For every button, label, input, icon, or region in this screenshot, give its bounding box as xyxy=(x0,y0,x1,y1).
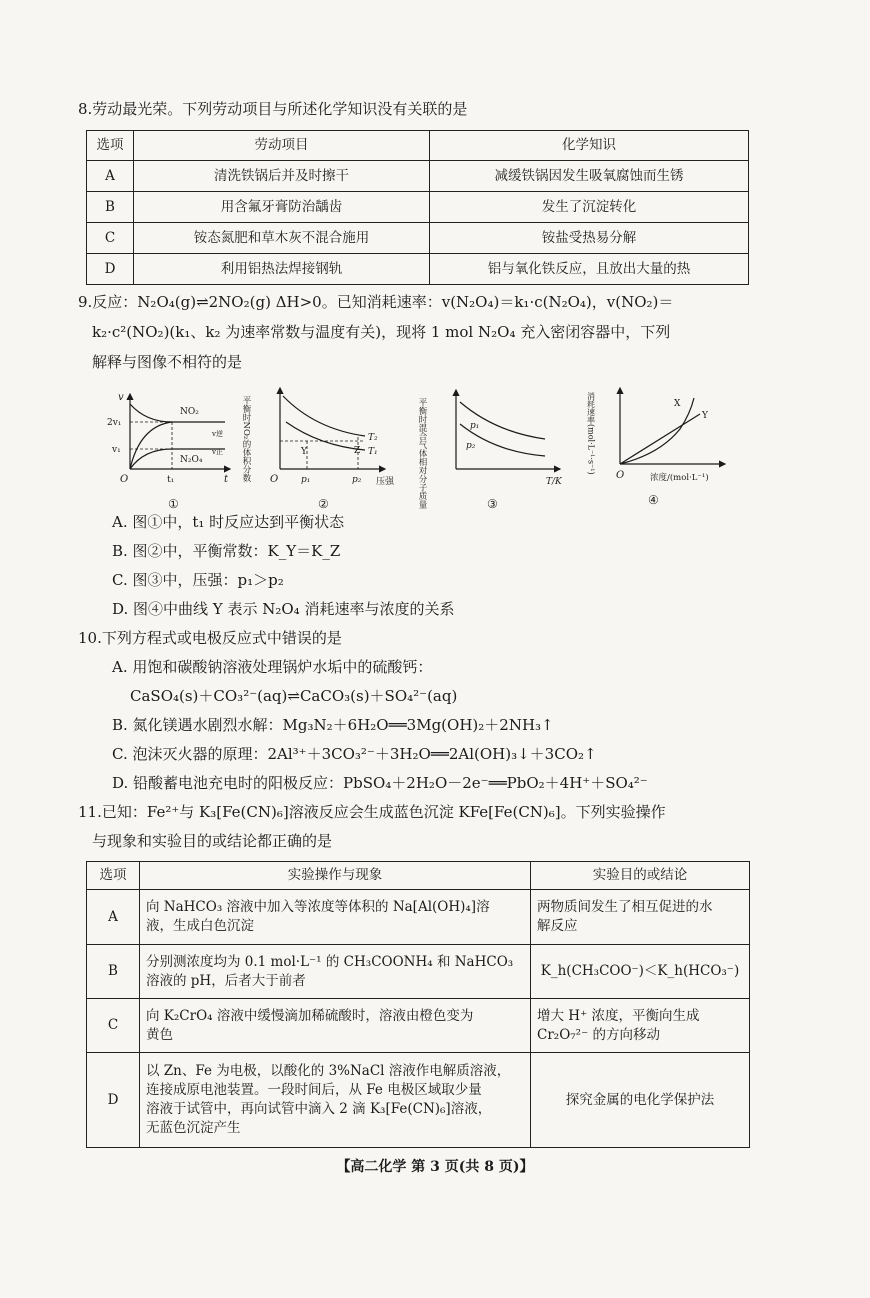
cell-operation xyxy=(140,945,531,999)
q10-option-a: A. 用饱和碳酸钠溶液处理锅炉水垢中的硫酸钙： xyxy=(112,658,433,676)
cell-labor: 清洗铁锅后并及时擦干 xyxy=(134,161,430,192)
fig1-ylabel: v xyxy=(118,392,124,403)
cell-labor: 利用铝热法焊接钢轨 xyxy=(134,254,430,285)
operation-line: 溶液的 pH，后者大于前者 xyxy=(146,972,306,989)
fig4-origin: O xyxy=(616,470,625,481)
cell-knowledge: 减缓铁锅因发生吸氧腐蚀而生锈 xyxy=(430,161,749,192)
fig2-p1: p₁ xyxy=(301,475,311,485)
fig4-x-label: X xyxy=(674,399,681,409)
fig2-t2-label: T₂ xyxy=(368,433,378,443)
conclusion-line: 两物质间发生了相互促进的水 xyxy=(537,899,713,915)
table-row xyxy=(87,223,749,254)
page-footer: 【高二化学 第 3 页(共 8 页)】 xyxy=(336,1159,534,1175)
cell-conclusion xyxy=(531,999,750,1053)
fig4-ylabel: 消耗速率(mol·L⁻¹·s⁻¹) xyxy=(586,392,596,475)
fig2-xlabel: 压强 xyxy=(376,477,395,487)
table-row xyxy=(87,1053,750,1148)
header-operation: 实验操作与现象 xyxy=(140,862,531,890)
figure-2 xyxy=(241,388,395,511)
cell-knowledge: 发生了沉淀转化 xyxy=(430,192,749,223)
fig2-origin: O xyxy=(270,474,279,485)
header-conclusion: 实验目的或结论 xyxy=(531,862,750,890)
q9-option-c: C. 图③中，压强：p₁＞p₂ xyxy=(112,571,284,589)
cell-option: C xyxy=(87,223,134,254)
fig1-n2o4-label: N₂O₄ xyxy=(180,455,203,465)
fig3-ylabel: 平衡时混合气体相对分子质量 xyxy=(417,398,427,509)
q9-figures-svg xyxy=(100,384,760,514)
fig4-number: ④ xyxy=(648,493,659,507)
fig2-curve-t2 xyxy=(283,396,365,436)
conclusion-line: 解反应 xyxy=(537,918,578,934)
fig4-curve-y xyxy=(620,414,700,464)
header-option: 选项 xyxy=(87,131,134,161)
fig1-vfwd-label: v正 xyxy=(212,448,223,456)
fig1-y1: v₁ xyxy=(112,445,121,455)
table-row xyxy=(87,254,749,285)
fig4-xlabel: 浓度/(mol·L⁻¹) xyxy=(650,473,709,483)
cell-labor: 铵态氮肥和草木灰不混合施用 xyxy=(134,223,430,254)
conclusion-line: 探究金属的电化学保护法 xyxy=(565,1091,715,1108)
conclusion-line: 增大 H⁺ 浓度，平衡向生成 xyxy=(537,1007,700,1024)
q9-option-d: D. 图④中曲线 Y 表示 N₂O₄ 消耗速率与浓度的关系 xyxy=(112,600,455,618)
table-row xyxy=(87,999,750,1053)
operation-line: 无蓝色沉淀产生 xyxy=(146,1120,241,1136)
fig4-y-label: Y xyxy=(702,411,708,421)
cell-option: B xyxy=(87,192,134,223)
fig1-curve-v-reverse xyxy=(130,404,225,422)
q9-line1: 9.反应：N₂O₄(g)⇌2NO₂(g) ΔH>0。已知消耗速率：v(N₂O₄)＝k₁·c(N₂O₄)，v(NO₂)＝ xyxy=(78,293,674,311)
conclusion-line: K_h(CH₃COO⁻)＜K_h(HCO₃⁻) xyxy=(540,963,740,979)
cell-knowledge: 铝与氧化铁反应，且放出大量的热 xyxy=(430,254,749,285)
cell-option: C xyxy=(87,999,140,1053)
fig2-number: ② xyxy=(318,497,329,511)
fig1-no2-label: NO₂ xyxy=(180,407,199,417)
fig1-number: ① xyxy=(168,497,179,511)
cell-option: B xyxy=(87,945,140,999)
q10-option-c: C. 泡沫灭火器的原理：2Al³⁺＋3CO₃²⁻＋3H₂O══2Al(OH)₃↓＋3CO₂↑ xyxy=(112,745,597,763)
fig2-point-z: Z xyxy=(354,446,361,456)
fig2-ylabel: 平衡时NO₂的体积分数 xyxy=(241,396,251,482)
fig1-xlabel: t xyxy=(224,474,229,485)
fig3-p1: p₁ xyxy=(470,421,480,431)
q9-line3: 解释与图像不相符的是 xyxy=(92,353,243,371)
table-header-row xyxy=(87,131,749,161)
header-knowledge: 化学知识 xyxy=(430,131,749,161)
cell-conclusion xyxy=(531,1053,750,1148)
q9-option-b: B. 图②中，平衡常数：K_Y＝K_Z xyxy=(112,542,341,560)
fig1-y2: 2v₁ xyxy=(107,418,122,428)
cell-knowledge: 铵盐受热易分解 xyxy=(430,223,749,254)
table-row xyxy=(87,192,749,223)
operation-line: 黄色 xyxy=(146,1026,173,1043)
cell-option: D xyxy=(87,1053,140,1148)
operation-line: 向 NaHCO₃ 溶液中加入等浓度等体积的 Na[Al(OH)₄]溶 xyxy=(146,899,490,915)
q11-line1: 11.已知：Fe²⁺与 K₃[Fe(CN)₆]溶液反应会生成蓝色沉淀 KFe[Fe(CN)₆]。下列实验操作 xyxy=(78,803,666,821)
fig2-point-y: Y xyxy=(301,447,307,457)
header-option: 选项 xyxy=(87,862,140,890)
operation-line: 液，生成白色沉淀 xyxy=(146,918,254,934)
figure-4 xyxy=(587,388,726,507)
q11-line2: 与现象和实验目的或结论都正确的是 xyxy=(92,832,333,850)
cell-option: D xyxy=(87,254,134,285)
figure-1 xyxy=(107,392,230,511)
figure-3 xyxy=(417,390,563,511)
operation-line: 分别测浓度均为 0.1 mol·L⁻¹ 的 CH₃COONH₄ 和 NaHCO₃ xyxy=(146,953,514,970)
q8-stem: 8.劳动最光荣。下列劳动项目与所述化学知识没有关联的是 xyxy=(78,100,468,118)
fig1-origin: O xyxy=(120,474,129,485)
table-header-row xyxy=(87,862,750,890)
q8-table xyxy=(86,130,749,285)
cell-operation xyxy=(140,999,531,1053)
cell-conclusion xyxy=(531,890,750,945)
fig2-p2: p₂ xyxy=(352,475,362,485)
header-labor: 劳动项目 xyxy=(134,131,430,161)
cell-option: A xyxy=(87,890,140,945)
q9-line2: k₂·c²(NO₂)(k₁、k₂ 为速率常数与温度有关)，现将 1 mol N₂O₄ 充入密闭容器中，下列 xyxy=(92,323,671,341)
fig1-t1: t₁ xyxy=(167,475,175,485)
fig4-curve-x xyxy=(620,398,694,464)
q10-option-d: D. 铅酸蓄电池充电时的阳极反应：PbSO₄＋2H₂O－2e⁻══PbO₂＋4H⁺＋SO₄²⁻ xyxy=(112,774,648,792)
q9-option-a: A. 图①中，t₁ 时反应达到平衡状态 xyxy=(112,513,345,531)
fig2-t1-label: T₁ xyxy=(368,447,378,457)
cell-operation xyxy=(140,890,531,945)
q10-option-a-equation: CaSO₄(s)＋CO₃²⁻(aq)⇌CaCO₃(s)＋SO₄²⁻(aq) xyxy=(130,687,458,705)
q10-option-b: B. 氮化镁遇水剧烈水解：Mg₃N₂＋6H₂O══3Mg(OH)₂＋2NH₃↑ xyxy=(112,716,554,734)
q9-figures xyxy=(100,384,760,514)
fig1-curve-v-forward xyxy=(130,449,225,469)
table-row xyxy=(87,890,750,945)
fig3-p2: p₂ xyxy=(466,441,476,451)
cell-operation xyxy=(140,1053,531,1148)
q10-stem: 10.下列方程式或电极反应式中错误的是 xyxy=(78,629,342,647)
cell-conclusion xyxy=(531,945,750,999)
q11-table xyxy=(86,861,750,1148)
operation-line: 溶液于试管中，再向试管中滴入 2 滴 K₃[Fe(CN)₆]溶液， xyxy=(146,1101,492,1117)
cell-option: A xyxy=(87,161,134,192)
fig3-xlabel: T/K xyxy=(546,477,562,487)
cell-labor: 用含氟牙膏防治龋齿 xyxy=(134,192,430,223)
table-row xyxy=(87,945,750,999)
operation-line: 以 Zn、Fe 为电极，以酸化的 3%NaCl 溶液作电解质溶液， xyxy=(146,1063,511,1079)
operation-line: 向 K₂CrO₄ 溶液中缓慢滴加稀硫酸时，溶液由橙色变为 xyxy=(146,1007,474,1024)
conclusion-line: Cr₂O₇²⁻ 的方向移动 xyxy=(537,1026,661,1043)
fig1-vrev-label: v逆 xyxy=(212,430,223,438)
table-row xyxy=(87,161,749,192)
operation-line: 连接成原电池装置。一段时间后，从 Fe 电极区域取少量 xyxy=(146,1082,482,1098)
fig3-number: ③ xyxy=(487,497,498,511)
